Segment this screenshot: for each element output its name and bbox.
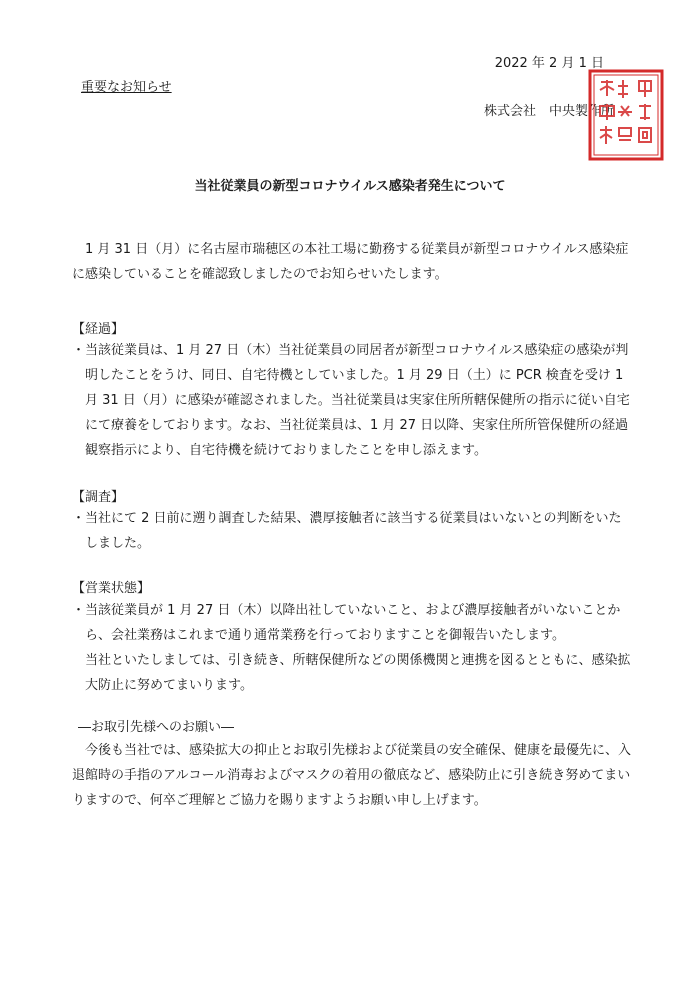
eigyo-text-2: 当社といたしましては、引き続き、所轄保健所などの関係機関と連携を図るとともに、感染拡大防止に努めてまいります。 [85, 653, 631, 693]
request-text: 今後も当社では、感染拡大の抑止とお取引先様および従業員の安全確保、健康を最優先に、入退館時の手指のアルコール消毒およびマスクの着用の徹底など、感染防止に引き続き努めてまいりますので、何卒ご理解とご協力を賜りますようお願い申し上げます。 [72, 743, 632, 808]
section-heading-chosa: 【調査】 [72, 490, 125, 505]
important-notice-label: 重要なお知らせ [81, 80, 172, 95]
section-body-chosa [72, 506, 632, 556]
intro-paragraph [72, 237, 632, 287]
intro-text: 1 月 31 日（月）に名古屋市瑞穂区の本社工場に勤務する従業員が新型コロナウイルス感染症に感染していることを確認致しましたのでお知らせいたします。 [72, 242, 629, 282]
section-body-keika [72, 338, 632, 463]
eigyo-text: ・当該従業員が 1 月 27 日（木）以降出社していないこと、および濃厚接触者がいないことから、会社業務はこれまで通り通常業務を行っておりますことを御報告いたします。 [72, 603, 621, 643]
company-seal-stamp [587, 68, 665, 162]
document-date: 2022 年 2 月 1 日 [494, 56, 604, 71]
request-heading: ―お取引先様へのお願い― [78, 720, 235, 735]
section-heading-keika: 【経過】 [72, 322, 125, 337]
chosa-text: ・当社にて 2 日前に遡り調査した結果、濃厚接触者に該当する従業員はいないとの判断をいたしました。 [72, 511, 622, 551]
company-name: 株式会社 中央製作所 [483, 104, 614, 119]
section-body-eigyo [72, 598, 632, 698]
section-heading-eigyo: 【営業状態】 [72, 581, 151, 596]
request-body [72, 738, 632, 813]
keika-text: ・当該従業員は、1 月 27 日（木）当社従業員の同居者が新型コロナウイルス感染症の感染が判明したことをうけ、同日、自宅待機としていました。1 月 29 日（土）に PCR 検査を受け 1 月 31 日（月）に感染が確認されました。当社従業員は実家住所所轄保健所の指示に従い自宅にて療養をしております。なお、当社従業員は、1 月 27 日以降、実家住所所管保健所の経過観察指示により、自宅待機を続けておりましたことを申し添えます。 [72, 343, 630, 458]
document-title: 当社従業員の新型コロナウイルス感染者発生について [194, 179, 506, 194]
